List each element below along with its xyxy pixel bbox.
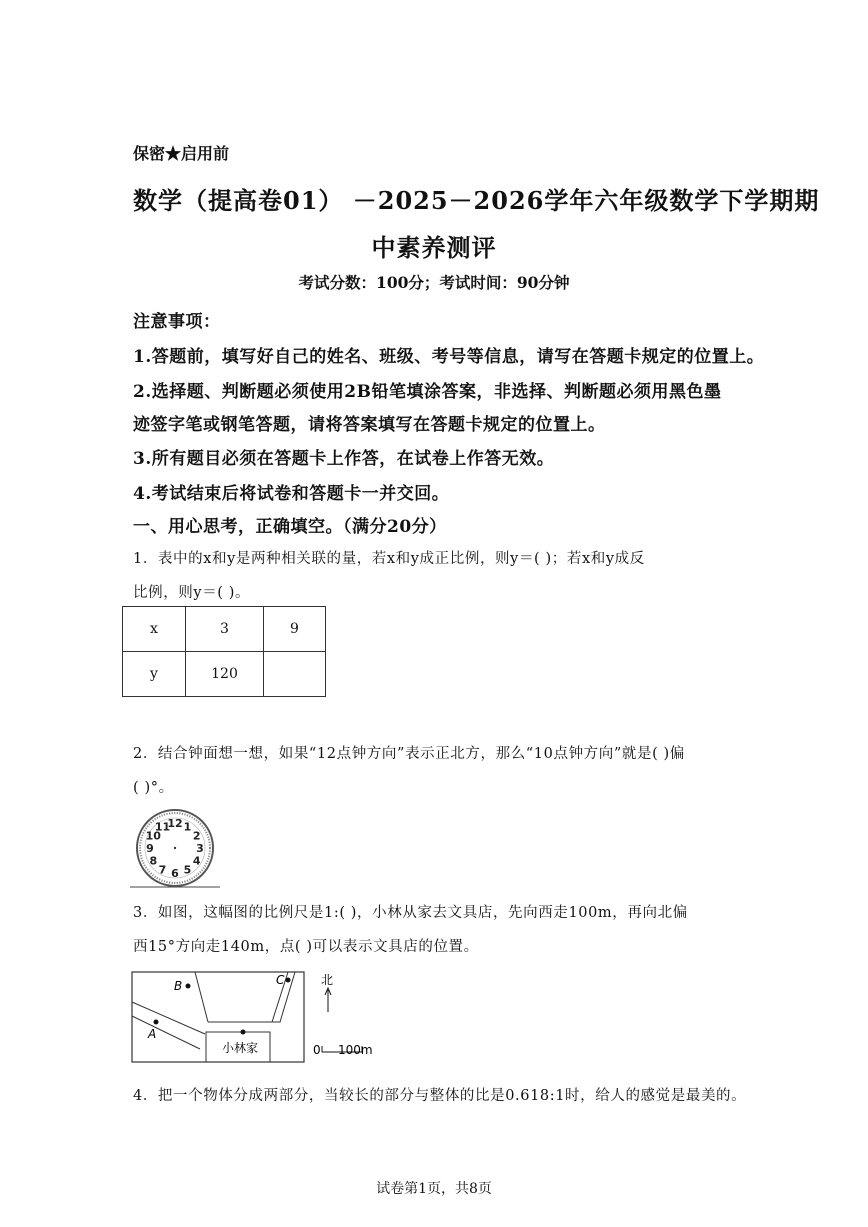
point-b-label: B — [174, 979, 183, 993]
scale-zero-label: 0 — [313, 1043, 321, 1057]
point-a-dot — [154, 1020, 159, 1025]
clock-face — [130, 808, 220, 890]
exam-info: 考试分数：100分；考试时间：90分钟 — [298, 273, 570, 292]
clock-numeral: 12 — [167, 817, 183, 830]
note-item: 1.答题前，填写好自己的姓名、班级、考号等信息，请写在答题卡规定的位置上。 — [133, 347, 765, 367]
clock-numeral: 4 — [192, 854, 201, 868]
question-4-text: 4．把一个物体分成两部分，当较长的部分与整体的比是0.618:1时，给人的感觉是最美的。 — [133, 1088, 747, 1104]
question-1-text-cont: 比例，则y＝( )。 — [133, 585, 251, 601]
note-item: 4.考试结束后将试卷和答题卡一并交回。 — [133, 484, 450, 504]
clock-numeral: 10 — [145, 829, 161, 843]
question-2-text-cont: ( )°。 — [133, 780, 174, 796]
note-item: 3.所有题目必须在答题卡上作答，在试卷上作答无效。 — [133, 449, 555, 469]
note-item: 迹签字笔或钢笔答题，请将答案填写在答题卡规定的位置上。 — [133, 415, 606, 435]
clock-numeral: 1 — [183, 820, 192, 834]
scale-length-label: 100m — [338, 1043, 373, 1057]
clock-numeral: 3 — [196, 842, 204, 855]
map-figure — [130, 966, 380, 1066]
exam-title-line1: 数学（提高卷01） －2025－2026学年六年级数学下学期期 — [133, 186, 820, 215]
confidential-label: 保密★启用前 — [133, 144, 230, 163]
question-1-text: 1．表中的x和y是两种相关联的量，若x和y成正比例，则y＝( )；若x和y成反 — [133, 551, 645, 567]
north-label: 北 — [321, 973, 334, 987]
exam-title-line2: 中素养测评 — [371, 233, 497, 262]
question-2-text: 2．结合钟面想一想，如果“12点钟方向”表示正北方，那么“10点钟方向”就是( )偏 — [133, 746, 685, 762]
clock-numeral: 9 — [146, 842, 154, 855]
table-cell: y — [123, 652, 186, 697]
table-cell: 120 — [186, 652, 264, 697]
question-3-text: 3．如图，这幅图的比例尺是1:( )，小林从家去文具店，先向西走100m，再向北偏 — [133, 905, 688, 921]
table-row — [123, 652, 326, 697]
clock-numeral: 11 — [154, 820, 171, 834]
home-label: 小林家 — [222, 1041, 259, 1055]
table-cell: x — [123, 607, 186, 652]
table-cell: 9 — [264, 607, 326, 652]
table-row — [123, 607, 326, 652]
table-cell: 3 — [186, 607, 264, 652]
clock-numeral: 8 — [149, 854, 158, 868]
point-c-dot — [286, 978, 291, 983]
xy-table — [122, 606, 326, 697]
clock-numeral: 6 — [171, 867, 179, 880]
note-item: 2.选择题、判断题必须使用2B铅笔填涂答案，非选择、判断题必须用黑色墨 — [133, 382, 722, 402]
notes-heading: 注意事项： — [133, 312, 221, 332]
section-heading: 一、用心思考，正确填空。（满分20分） — [133, 517, 447, 537]
page-footer: 试卷第1页，共8页 — [376, 1181, 492, 1197]
question-3-text-cont: 西15°方向走140m，点( )可以表示文具店的位置。 — [133, 939, 479, 955]
point-a-label: A — [148, 1027, 157, 1041]
point-b-dot — [186, 984, 191, 989]
point-c-label: C — [276, 973, 285, 987]
table-cell — [264, 652, 326, 697]
clock-numeral: 7 — [158, 863, 167, 877]
clock-numeral: 5 — [183, 863, 192, 877]
clock-numeral: 2 — [192, 829, 201, 843]
home-dot — [241, 1030, 246, 1035]
